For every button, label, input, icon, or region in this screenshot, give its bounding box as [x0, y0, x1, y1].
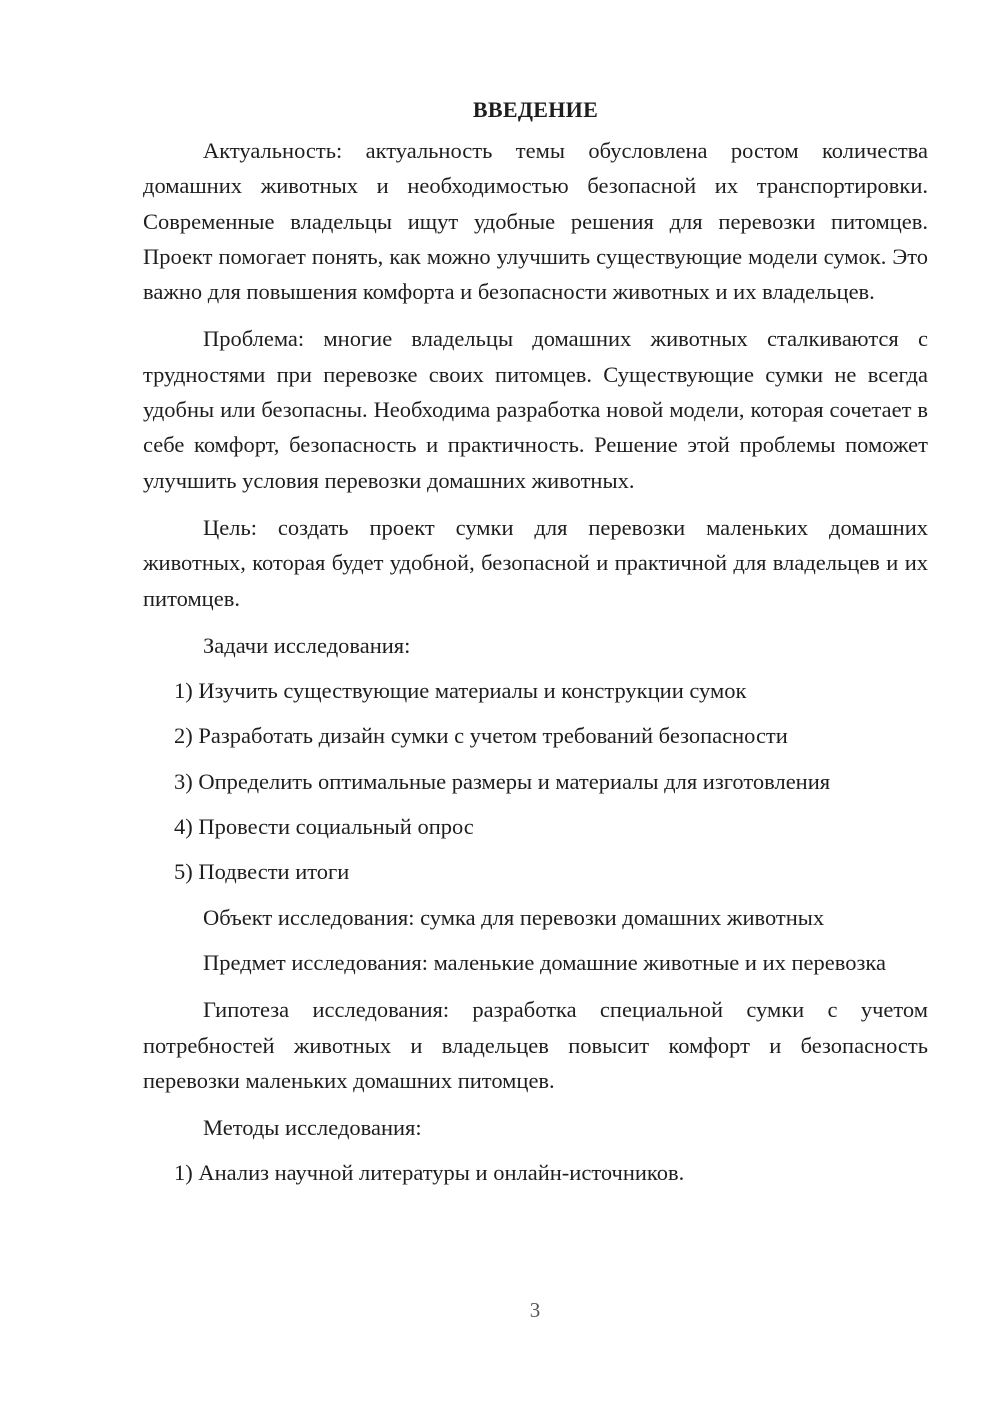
tasks-list: [143, 673, 928, 889]
tasks-title: Задачи исследования:: [203, 632, 411, 658]
list-item: 4) Провести социальный опрос: [174, 814, 474, 840]
paragraph-relevance: Актуальность: актуальность темы обусловлена ростом количества домашних животных и необходимостью безопасной их транспортировки. Современные владельцы ищут удобные решения для перевозки питомцев. Проект помогает понять, как можно улучшить существующие модели сумок. Это важно для повышения комфорта и безопасности животных и их владельцев.: [143, 138, 928, 305]
paragraph-object: Объект исследования: сумка для перевозки домашних животных: [203, 904, 825, 930]
paragraph-subject: Предмет исследования: маленькие домашние животные и их перевозка: [203, 949, 886, 975]
methods-list: [143, 1155, 928, 1190]
list-item: 2) Разработать дизайн сумки с учетом требований безопасности: [174, 723, 788, 749]
methods-title: Методы исследования:: [203, 1115, 422, 1141]
list-item: 1) Изучить существующие материалы и конструкции сумок: [174, 678, 747, 704]
paragraph-problem: Проблема: многие владельцы домашних животных сталкиваются с трудностями при перевозке своих питомцев. Существующие сумки не всегда удобны или безопасны. Необходима разработка новой модели, которая сочетает в себе комфорт, безопасность и практичность. Решение этой проблемы поможет улучшить условия перевозки домашних животных.: [143, 326, 928, 493]
list-item: 3) Определить оптимальные размеры и материалы для изготовления: [174, 768, 831, 794]
paragraph-goal: Цель: создать проект сумки для перевозки маленьких домашних животных, которая будет удобной, безопасной и практичной для владельцев и их питомцев.: [143, 514, 928, 611]
list-item: 1) Анализ научной литературы и онлайн-источников.: [174, 1160, 685, 1186]
text-body: [143, 95, 928, 1201]
list-item: 5) Подвести итоги: [174, 859, 350, 885]
section-heading: ВВЕДЕНИЕ: [472, 97, 599, 122]
page-number: 3: [529, 1298, 541, 1322]
paragraph-hypothesis: Гипотеза исследования: разработка специальной сумки с учетом потребностей животных и владельцев повысит комфорт и безопасность перевозки маленьких домашних питомцев.: [143, 997, 928, 1093]
